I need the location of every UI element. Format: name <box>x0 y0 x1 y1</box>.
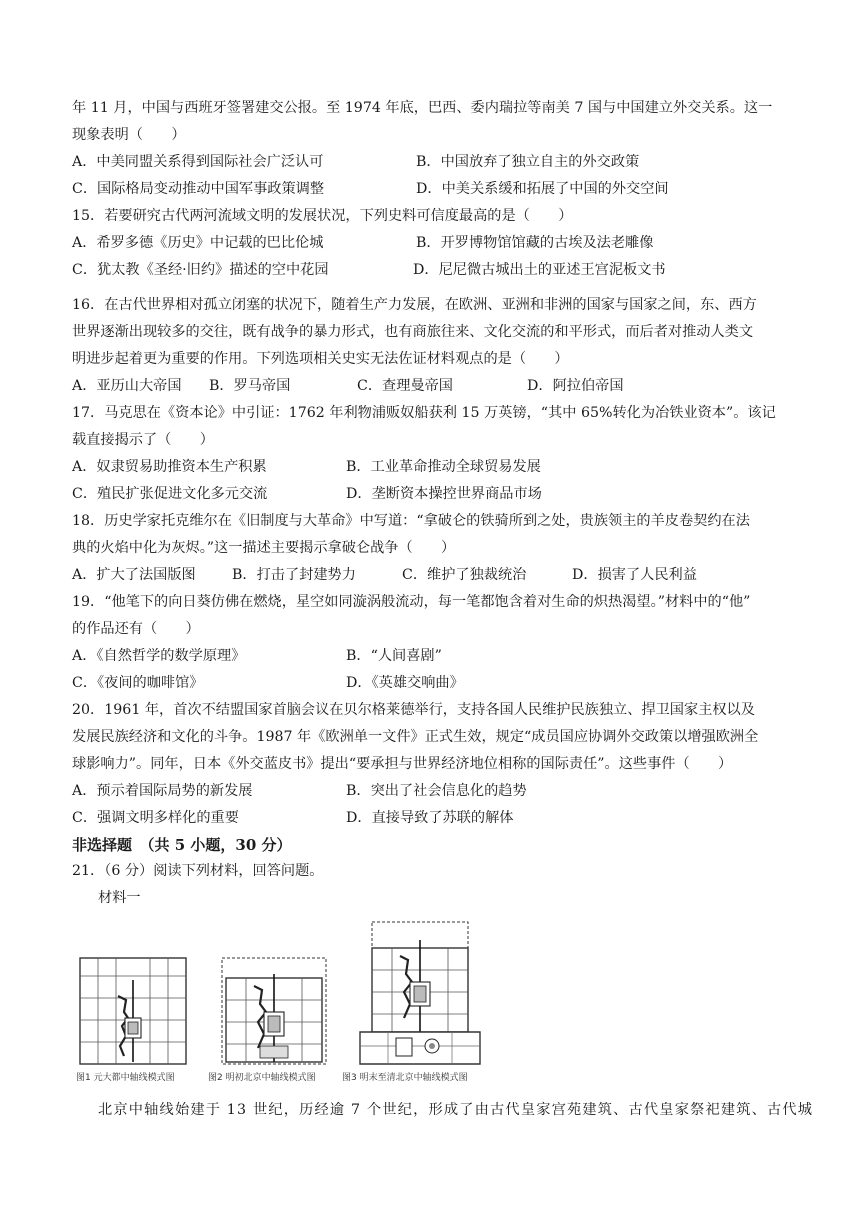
q19-option-d: D．《英雄交响曲》 <box>346 675 464 691</box>
q14-option-a: A．中美同盟关系得到国际社会广泛认可 <box>72 154 324 170</box>
q15-option-d: D．尼尼微古城出土的亚述王宫泥板文书 <box>413 262 666 278</box>
q15-option-c: C．犹太教《圣经·旧约》描述的空中花园 <box>72 262 329 278</box>
q16-stem-line1: 16．在古代世界相对孤立闭塞的状况下，随着生产力发展，在欧洲、亚洲和非洲的国家与国家之间，东、西方 <box>72 297 757 313</box>
q15-option-b: B．开罗博物馆馆藏的古埃及法老雕像 <box>416 235 654 251</box>
q16-option-c: C．查理曼帝国 <box>357 378 453 394</box>
q16-stem-line3: 明进步起着更为重要的作用。下列选项相关史实无法佐证材料观点的是（ ） <box>72 351 569 367</box>
late-ming-qing-beijing-axis-diagram <box>358 920 482 1066</box>
q17-stem-line1: 17．马克思在《资本论》中引证：1762 年利物浦贩奴船获利 15 万英镑，“其中 65%转化为冶铁业资本”。该记 <box>72 405 776 421</box>
q19-stem-line1: 19．“他笔下的向日葵仿佛在燃烧，星空如同漩涡般流动，每一笔都饱含着对生命的炽热渴望。”材料中的“他” <box>72 594 751 610</box>
q14-stem-end: 现象表明（ ） <box>72 127 186 143</box>
q21-stem: 21．（6 分）阅读下列材料，回答问题。 <box>72 863 324 879</box>
q20-stem-line1: 20．1961 年，首次不结盟国家首脑会议在贝尔格莱德举行，支持各国人民维护民族独立、捍卫国家主权以及 <box>72 702 755 718</box>
q19-option-a: A．《自然哲学的数学原理》 <box>72 648 246 664</box>
q18-option-a: A．扩大了法国版图 <box>72 567 196 583</box>
q18-option-b: B．打击了封建势力 <box>232 567 356 583</box>
q18-stem-line2: 典的火焰中化为灰烬。”这一描述主要揭示拿破仑战争（ ） <box>72 540 456 556</box>
q14-option-b: B．中国放弃了独立自主的外交政策 <box>416 154 640 170</box>
q15-option-a: A．希罗多德《历史》中记载的巴比伦城 <box>72 235 324 251</box>
q18-option-d: D．损害了人民利益 <box>572 567 697 583</box>
q17-option-a: A．奴隶贸易助推资本生产积累 <box>72 459 267 475</box>
q17-option-b: B．工业革命推动全球贸易发展 <box>346 459 541 475</box>
q20-option-b: B．突出了社会信息化的趋势 <box>346 783 527 799</box>
q14-option-d: D．中美关系缓和拓展了中国的外交空间 <box>416 181 669 197</box>
q14-stem-continued: 年 11 月，中国与西班牙签署建交公报。至 1974 年底，巴西、委内瑞拉等南美 7 国与中国建立外交关系。这一 <box>72 100 773 116</box>
q19-stem-line2: 的作品还有（ ） <box>72 621 200 637</box>
q20-stem-line3: 球影响力”。同年，日本《外交蓝皮书》提出“要承担与世界经济地位相称的国际责任”。这些事件（ ） <box>72 756 733 772</box>
section-heading-non-choice: 非选择题 （共 5 小题，30 分） <box>72 836 292 854</box>
q16-option-b: B．罗马帝国 <box>209 378 291 394</box>
q19-option-c: C．《夜间的咖啡馆》 <box>72 675 204 691</box>
figure1-caption: 图1 元大都中轴线模式图 <box>76 1073 175 1083</box>
yuan-dadu-axis-diagram <box>78 956 188 1066</box>
q16-option-d: D．阿拉伯帝国 <box>527 378 624 394</box>
q16-option-a: A．亚历山大帝国 <box>72 378 182 394</box>
axis-model-figures <box>74 918 494 1093</box>
q19-option-b: B．“人间喜剧” <box>346 648 442 664</box>
q20-option-a: A．预示着国际局势的新发展 <box>72 783 253 799</box>
q16-stem-line2: 世界逐渐出现较多的交往，既有战争的暴力形式，也有商旅往来、文化交流的和平形式，而后者对推动人类文 <box>72 324 754 340</box>
q21-material-one-label: 材料一 <box>98 890 141 906</box>
figure3-caption: 图3 明末至清北京中轴线模式图 <box>342 1073 468 1083</box>
q21-material-text: 北京中轴线始建于 13 世纪，历经逾 7 个世纪，形成了由古代皇家宫苑建筑、古代皇家祭祀建筑、古代城 <box>98 1102 814 1118</box>
q20-option-c: C．强调文明多样化的重要 <box>72 810 239 826</box>
early-ming-beijing-axis-diagram <box>220 956 328 1066</box>
q17-option-d: D．垄断资本操控世界商品市场 <box>346 486 542 502</box>
q17-stem-line2: 载直接揭示了（ ） <box>72 432 214 448</box>
q17-option-c: C．殖民扩张促进文化多元交流 <box>72 486 268 502</box>
q18-option-c: C．维护了独裁统治 <box>402 567 527 583</box>
q14-option-c: C．国际格局变动推动中国军事政策调整 <box>72 181 325 197</box>
q15-stem: 15．若要研究古代两河流域文明的发展状况，下列史料可信度最高的是（ ） <box>72 208 573 224</box>
q20-option-d: D．直接导致了苏联的解体 <box>346 810 514 826</box>
q18-stem-line1: 18．历史学家托克维尔在《旧制度与大革命》中写道：“拿破仑的铁骑所到之处，贵族领主的羊皮卷契约在法 <box>72 513 750 529</box>
figure2-caption: 图2 明初北京中轴线模式图 <box>208 1073 316 1083</box>
q20-stem-line2: 发展民族经济和文化的斗争。1987 年《欧洲单一文件》正式生效，规定“成员国应协调外交政策以增强欧洲全 <box>72 729 759 745</box>
